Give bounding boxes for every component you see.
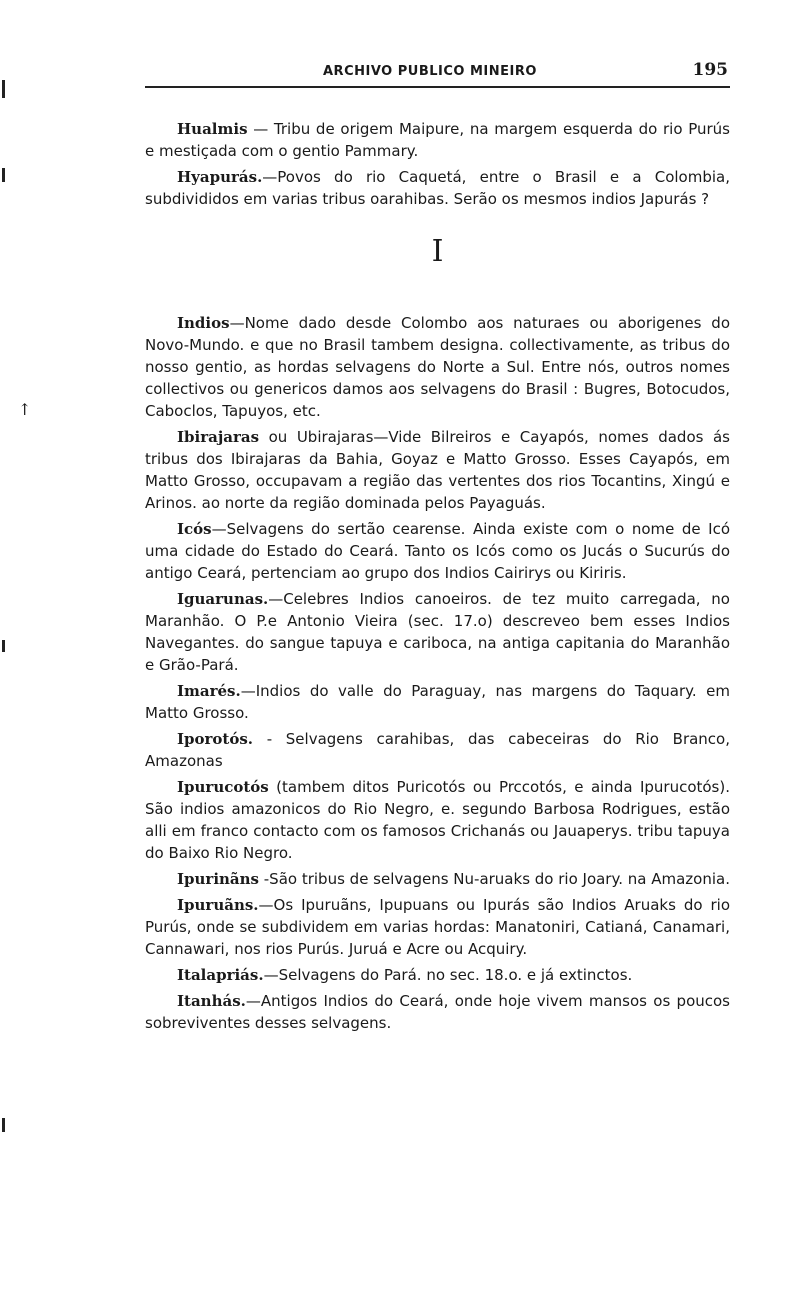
entry-iporotos — [145, 728, 730, 772]
entry-ipuruans — [145, 894, 730, 960]
entry-text: -São tribus de selvagens Nu-aruaks do rio Joary. na Amazonia. — [259, 870, 730, 888]
section-letter: I — [431, 234, 444, 269]
page-edge-mark — [2, 1118, 5, 1132]
entry-term: Hyapurás. — [177, 168, 263, 186]
page-number: 195 — [692, 60, 728, 80]
entry-text: - Selvagens carahibas, das cabeceiras do Rio Branco, Amazonas — [145, 730, 730, 770]
entry-text: —Povos do rio Caquetá, entre o Brasil e a Colombia, subdivididos em varias tribus oarahibas. Serão os mesmos indios Japurás ? — [145, 168, 730, 208]
entry-italaprias — [145, 964, 730, 986]
entry-term: Iguarunas. — [177, 590, 269, 608]
entry-term: Hualmis — [177, 120, 248, 138]
running-head: ARCHIVO PUBLICO MINEIRO — [323, 64, 537, 79]
entry-text: —Antigos Indios do Ceará, onde hoje vivem mansos os poucos sobreviventes desses selvagens. — [145, 992, 730, 1032]
entry-term: Icós — [177, 520, 212, 538]
page-edge-mark — [2, 168, 5, 182]
entry-term: Itanhás. — [177, 992, 246, 1010]
entry-imares — [145, 680, 730, 724]
entry-hyapuras — [145, 166, 730, 210]
entry-term: Indios — [177, 314, 230, 332]
entry-text: —Selvagens do Pará. no sec. 18.o. e já extinctos. — [263, 966, 633, 984]
entry-term: Imarés. — [177, 682, 241, 700]
entry-text: —Nome dado desde Colombo aos naturaes ou aborigenes do Novo-Mundo. e que no Brasil tambem designa. collectivamente, as tribus do nosso gentio, as hordas selvagens do Norte a Sul. Entre nós, outros nomes collectivos ou genericos damos aos selvagens do Brasil : Bugres, Botocudos, Caboclos, Tapuyos, etc. — [145, 314, 730, 420]
entry-ipurucotos — [145, 776, 730, 864]
entry-itanhas — [145, 990, 730, 1034]
header-rule — [145, 86, 730, 88]
entry-text: —Selvagens do sertão cearense. Ainda existe com o nome de Icó uma cidade do Estado do Ceará. Tanto os Icós como os Jucás o Sucurús do antigo Ceará, pertenciam ao grupo dos Indios Cairirys ou Kiriris. — [145, 520, 730, 582]
entry-ibirajaras — [145, 426, 730, 514]
margin-mark: ↑ — [18, 400, 32, 419]
entry-text: —Celebres Indios canoeiros. de tez muito carregada, no Maranhão. O P.e Antonio Vieira (sec. 17.o) descreveo bem esses Indios Navegantes. do sangue tapuya e cariboca, na antiga capitania do Maranhão e Grão-Pará. — [145, 590, 730, 674]
page-edge-mark — [2, 80, 5, 98]
page-header — [145, 60, 730, 92]
entry-text: — Tribu de origem Maipure, na margem esquerda do rio Purús e mestiçada com o gentio Pammary. — [145, 120, 730, 160]
entry-indios — [145, 312, 730, 422]
entry-term: Ipuruãns. — [177, 896, 259, 914]
page-body — [145, 118, 730, 1038]
entry-term: Ipurucotós — [177, 778, 269, 796]
entry-text: (tambem ditos Puricotós ou Prccotós, e ainda Ipurucotós). São indios amazonicos do Rio Negro, e. segundo Barbosa Rodrigues, estão alli em franco contacto com os famosos Crichanás ou Jauaperys. tribu tapuya do Baixo Rio Negro. — [145, 778, 730, 862]
entry-icos — [145, 518, 730, 584]
entry-term: Ibirajaras — [177, 428, 260, 446]
entry-ipurinans — [145, 868, 730, 890]
entry-text: —Indios do valle do Paraguay, nas margens do Taquary. em Matto Grosso. — [145, 682, 730, 722]
entry-text: —Os Ipuruãns, Ipupuans ou Ipurás são Indios Aruaks do rio Purús, onde se subdividem em varias hordas: Manatoniri, Catianá, Canamari, Cannawari, nos rios Purús. Juruá e Acre ou Acquiry. — [145, 896, 730, 958]
page-edge-mark — [2, 640, 5, 652]
entry-hualmis — [145, 118, 730, 162]
entry-term: Ipurinãns — [177, 870, 259, 888]
entry-text: ou Ubirajaras—Vide Bilreiros e Cayapós, nomes dados ás tribus dos Ibirajaras da Bahia, Goyaz e Matto Grosso. Esses Cayapós, em Matto Grosso, occupavam a região das vertentes dos rios Tocantins, Xingú e Arinos. ao norte da região dominada pelos Payaguás. — [145, 428, 730, 512]
entry-term: Iporotós. — [177, 730, 254, 748]
entry-term: Italapriás. — [177, 966, 264, 984]
entry-iguarunas — [145, 588, 730, 676]
